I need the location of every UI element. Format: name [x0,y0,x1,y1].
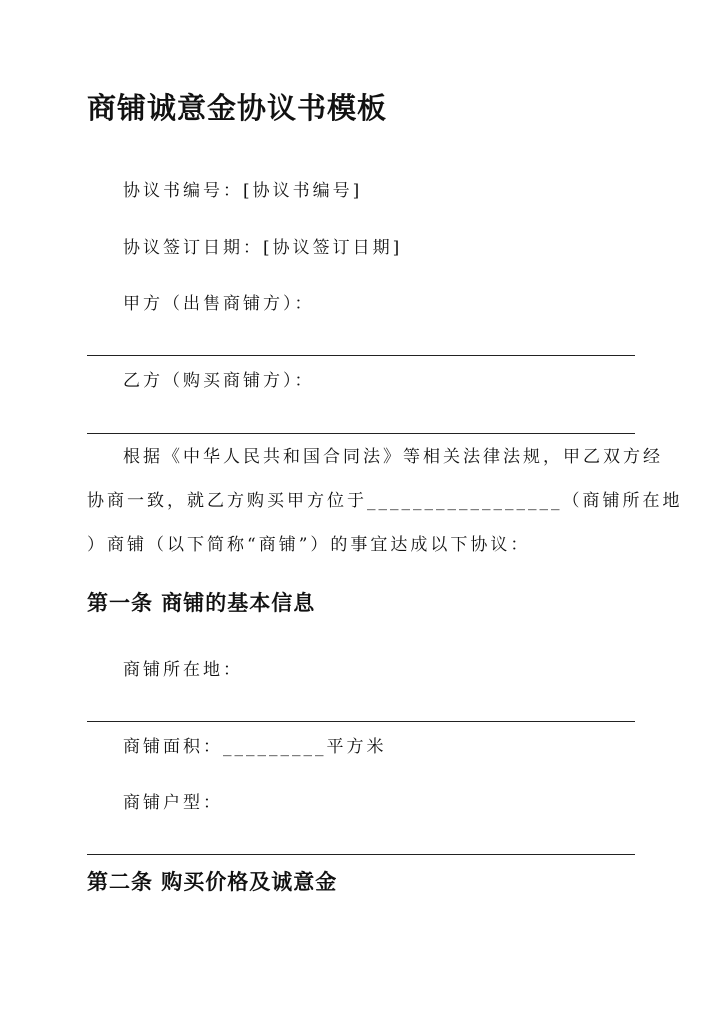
shop-layout-fill-line [87,854,635,855]
section-1-heading: 第一条 商铺的基本信息 [87,590,316,615]
agreement-number-line: 协议书编号：[协议书编号] [123,181,363,201]
party-b-line: 乙方（购买商铺方）： [123,371,315,391]
shop-location-line: 商铺所在地： [123,660,243,680]
party-a-line: 甲方（出售商铺方）： [123,294,315,314]
sign-date-line: 协议签订日期：[协议签订日期] [123,238,403,258]
section-2-heading: 第二条 购买价格及诚意金 [87,869,338,894]
party-a-fill-line [87,355,635,356]
intro-paragraph-line-3: ）商铺（以下简称“商铺”）的事宜达成以下协议： [87,535,531,555]
intro-paragraph-line-2: 协商一致，就乙方购买甲方位于_________________（商铺所在地 [87,491,683,511]
intro-paragraph-line-1: 根据《中华人民共和国合同法》等相关法律法规，甲乙双方经 [123,447,663,467]
shop-layout-line: 商铺户型： [123,793,223,813]
shop-area-line: 商铺面积：_________平方米 [123,737,387,757]
party-b-fill-line [87,433,635,434]
document-title: 商铺诚意金协议书模板 [87,91,388,125]
shop-location-fill-line [87,721,635,722]
